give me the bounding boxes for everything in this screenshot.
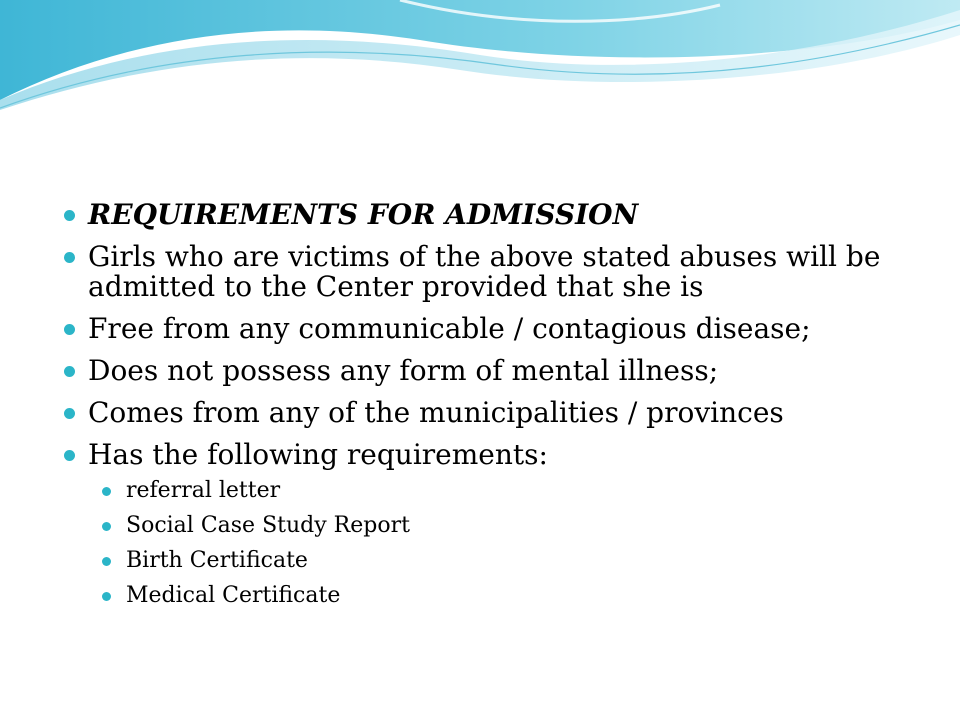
wave-header-decoration (0, 0, 960, 120)
sub-list-item (100, 513, 922, 539)
sub-list-item (100, 478, 922, 504)
list-item (62, 398, 922, 428)
list-item (62, 200, 922, 230)
sub-list-item (100, 548, 922, 574)
bullet-dot-icon (102, 522, 111, 531)
list-item (62, 242, 922, 302)
list-item-text: Free from any communicable / contagious disease; (88, 312, 811, 345)
list-item (62, 356, 922, 386)
list-item-text: REQUIREMENTS FOR ADMISSION (88, 198, 639, 231)
sub-list-item-text: Birth Certificate (126, 548, 308, 573)
bullet-dot-icon (64, 210, 75, 221)
bullet-dot-icon (64, 450, 75, 461)
slide-body (62, 200, 922, 621)
sub-list-item-text: referral letter (126, 478, 281, 503)
bullet-dot-icon (102, 557, 111, 566)
bullet-dot-icon (64, 408, 75, 419)
bullet-dot-icon (64, 252, 75, 263)
sub-list-item-text: Medical Certificate (126, 583, 341, 608)
bullet-list (62, 200, 922, 609)
sub-bullet-list (100, 478, 922, 609)
sub-list-item-text: Social Case Study Report (126, 513, 410, 538)
bullet-dot-icon (102, 592, 111, 601)
list-item-text: Does not possess any form of mental illness; (88, 354, 719, 387)
sub-list-item (100, 583, 922, 609)
list-item (62, 314, 922, 344)
bullet-dot-icon (102, 487, 111, 496)
bullet-dot-icon (64, 366, 75, 377)
list-item-text: Has the following requirements: (88, 438, 548, 471)
list-item-text: Comes from any of the municipalities / provinces (88, 396, 784, 429)
list-item-text: Girls who are victims of the above stated abuses will be admitted to the Center provided that she is (88, 240, 881, 303)
bullet-dot-icon (64, 324, 75, 335)
list-item (62, 440, 922, 609)
